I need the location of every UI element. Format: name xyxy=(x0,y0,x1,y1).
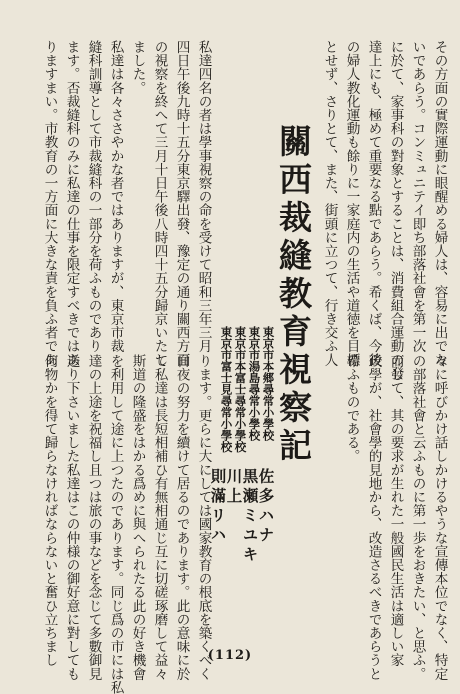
body-column: とせず、さりとて、また、街頭に立つて、行き交ふ人 xyxy=(321,40,338,367)
author-school: 東京市富士見尋常小學校 xyxy=(219,326,234,453)
body-column: を利用して途に上つたのであります。同じ爲の市には私 xyxy=(107,354,124,694)
body-column: の視察を終へて三月十日午後八時四十五分歸京いたし xyxy=(151,40,168,367)
body-column: に於て、家事科の對象とすることは、消費組合運動の發 xyxy=(387,40,404,380)
body-column: 々に呼びかけ話しかけるやうな宣傳本位でなく、特定 xyxy=(431,354,448,681)
author-school: 東京市本郷尋常小學校 xyxy=(261,326,276,441)
body-column: 四日午後九時十五分東京驛出發、豫定の通り關西方面 xyxy=(173,40,190,367)
body-column: の婦人教化運動も餘りに一家庭内の生活や道徳を目標 xyxy=(343,40,360,367)
body-column: 何物かを得て歸らなければならないと奮ひ立ちまし xyxy=(41,354,58,667)
article-title: 關西裁縫教育視察記 xyxy=(274,124,313,466)
page-number: (112) xyxy=(207,648,253,663)
body-column: て私達は長短相補ひ有無相通じ互に切磋琢磨して益々 xyxy=(151,354,168,681)
body-column: の部落社會と云ふものに第一歩をおきたい、と思ふ。 xyxy=(409,354,426,681)
author-school: 東京市湯島尋常小學校 xyxy=(247,326,262,441)
body-column: りますまい。市教育の一方面に大きな責を負ふ者であ xyxy=(41,40,58,367)
body-column: 日夜の努力を續けて居るのであります。此の意味に於 xyxy=(173,354,190,681)
body-column: 達上にも、極めて重要なる點であらう。希くば、今後 xyxy=(365,40,382,367)
body-column: 政學が、社會學的見地から、改造さるべきであらうと xyxy=(365,354,382,681)
body-column: 斯道の隆盛をはかる爲めに與へられたる此の好き機會 xyxy=(129,354,146,681)
body-column: 送り下さいました私達はこの仲様の御好意に對しても xyxy=(63,354,80,681)
body-column: ます。否裁縫科のみに私達の仕事を限定すべきではあ xyxy=(63,40,80,367)
body-column: 希ふものである。 xyxy=(343,354,360,463)
body-column: 縫科訓導として市裁縫科の一部分を荷ふものであり xyxy=(85,40,102,353)
body-column: 私達四名の者は學事視察の命を受けて昭和三年三月 xyxy=(195,40,212,353)
body-column: 私達は各々ささやかな者ではありますが、東京市裁 xyxy=(107,40,124,353)
author-name: 則滿リハ xyxy=(208,468,228,546)
body-column: ました。 xyxy=(129,40,146,95)
author-name: 佐多ハナ xyxy=(256,468,276,546)
body-column: いであらう。コンミュニテイ即ち部落社會を第一次 xyxy=(409,40,426,353)
body-column: その方面の實際運動に眼醒める婦人は、容易に出でな xyxy=(431,40,448,367)
body-column: ります。更らに大にしては國家教育の根底を築くべく xyxy=(195,354,212,681)
author-name: 川上 xyxy=(224,468,244,507)
author-name: 黒瀬ミユキ xyxy=(240,468,260,566)
author-school: 東京市本富士尋常小學校 xyxy=(233,326,248,453)
body-column: 達の上途を祝福し且つは旅の事などを念じて多數御見 xyxy=(85,354,102,681)
body-column: 而して、其の要求が生れた一般國民生活は適しい家 xyxy=(387,354,404,667)
